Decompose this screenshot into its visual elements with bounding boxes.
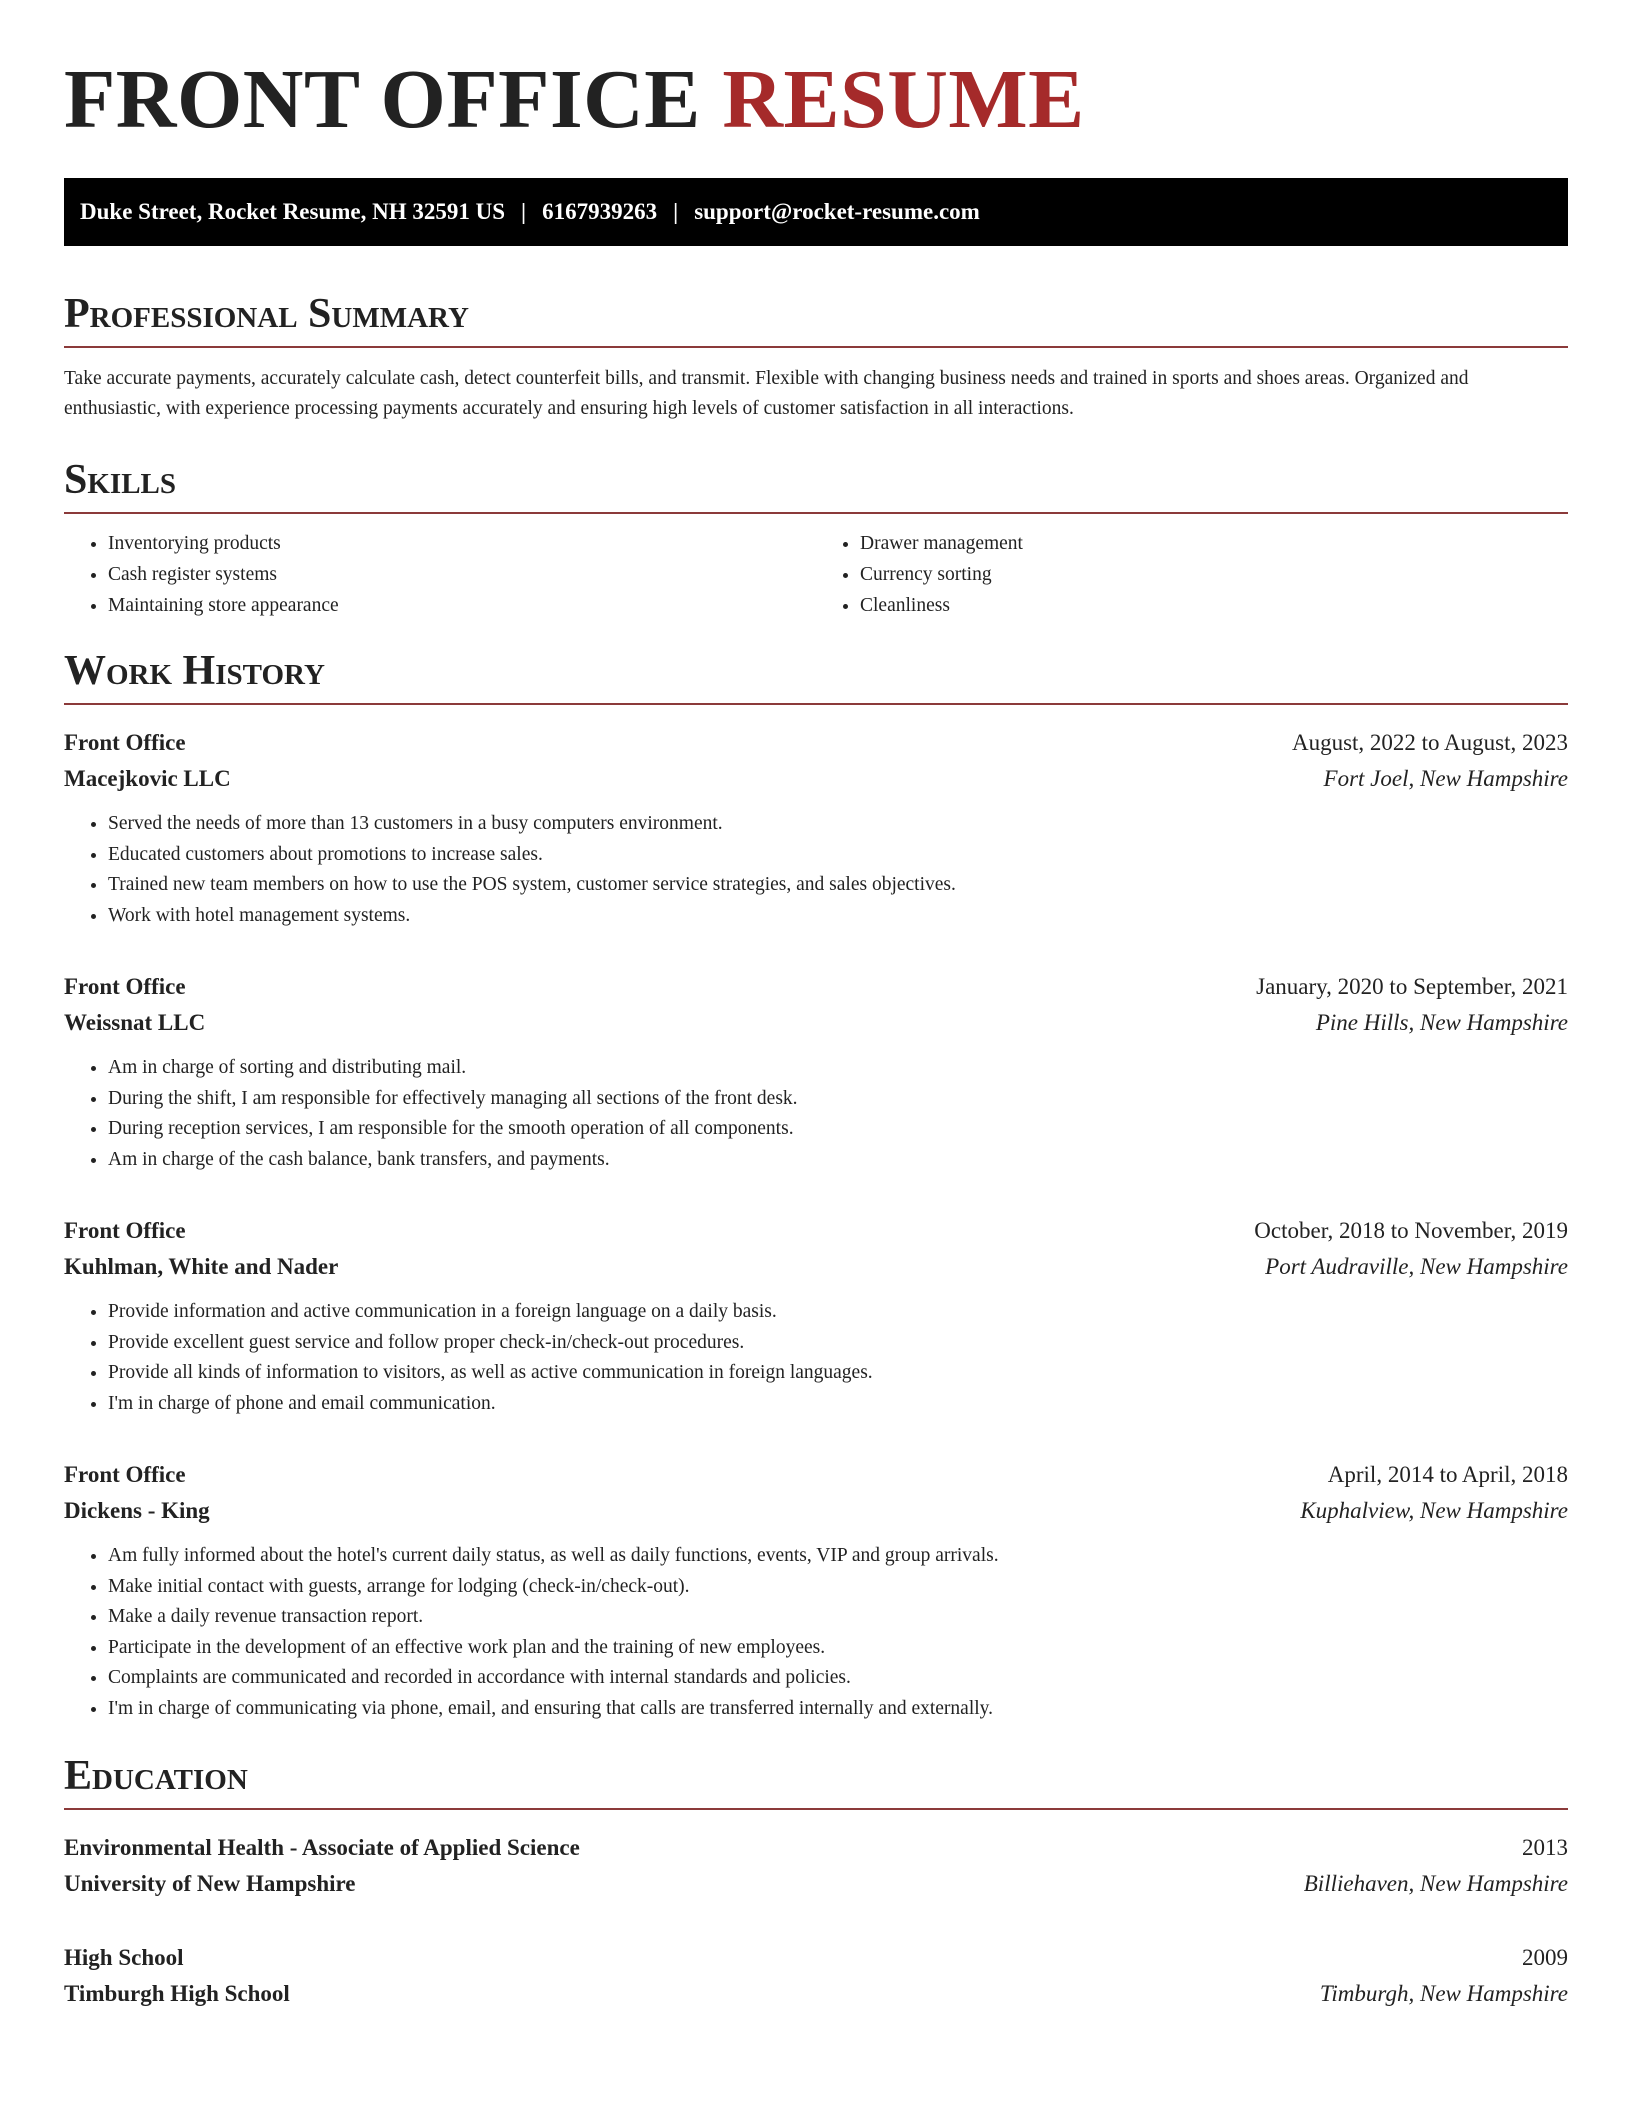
job-bullet: • Work with hotel management systems.	[108, 901, 1568, 932]
education-header-row	[64, 1830, 1568, 1866]
education-school-row	[64, 1866, 1568, 1902]
summary-section	[64, 292, 1568, 424]
job-location: Pine Hills, New Hampshire	[1315, 1010, 1568, 1036]
job-dates: January, 2020 to September, 2021	[1256, 974, 1568, 1000]
education-school: Timburgh High School	[64, 1981, 290, 2007]
title-main: FRONT OFFICE	[64, 53, 701, 146]
education-degree: Environmental Health - Associate of Applied Science	[64, 1835, 580, 1861]
job-company-row	[64, 1493, 1568, 1529]
job-header-row	[64, 1457, 1568, 1493]
education-entry	[64, 1940, 1568, 2012]
job-header-row	[64, 725, 1568, 761]
title-accent: RESUME	[722, 53, 1085, 146]
work-heading: Work History	[64, 649, 1568, 705]
skill-item: • Inventorying products	[108, 528, 816, 559]
job-location: Fort Joel, New Hampshire	[1323, 766, 1568, 792]
skill-item: • Currency sorting	[860, 559, 1568, 590]
job-bullet: • Am in charge of the cash balance, bank transfers, and payments.	[108, 1145, 1568, 1176]
job-entry	[64, 969, 1568, 1175]
work-section	[64, 649, 1568, 1724]
job-header-row	[64, 969, 1568, 1005]
job-company: Macejkovic LLC	[64, 766, 231, 792]
job-bullets	[64, 809, 1568, 931]
job-bullet: • Make a daily revenue transaction report.	[108, 1602, 1568, 1633]
skills-column-left	[64, 528, 816, 621]
education-section	[64, 1754, 1568, 2012]
job-bullet: • Provide information and active communication in a foreign language on a daily basis.	[108, 1297, 1568, 1328]
job-title: Front Office	[64, 730, 186, 756]
job-bullet: • Served the needs of more than 13 customers in a busy computers environment.	[108, 809, 1568, 840]
job-bullet: • Am in charge of sorting and distributing mail.	[108, 1053, 1568, 1084]
job-bullet: • During reception services, I am responsible for the smooth operation of all components.	[108, 1114, 1568, 1145]
job-bullet: • Educated customers about promotions to increase sales.	[108, 840, 1568, 871]
skills-section	[64, 458, 1568, 621]
education-location: Timburgh, New Hampshire	[1319, 1981, 1568, 2007]
job-bullet: • Trained new team members on how to use the POS system, customer service strategies, and sales objectives.	[108, 870, 1568, 901]
education-year: 2009	[1522, 1945, 1568, 1971]
education-entry	[64, 1830, 1568, 1902]
summary-heading: Professional Summary	[64, 292, 1568, 348]
job-entry	[64, 725, 1568, 931]
contact-separator: |	[673, 199, 679, 224]
job-bullet: • During the shift, I am responsible for effectively managing all sections of the front desk.	[108, 1084, 1568, 1115]
contact-address: Duke Street, Rocket Resume, NH 32591 US	[80, 199, 506, 224]
job-bullet: • Am fully informed about the hotel's current daily status, as well as daily functions, events, VIP and group arrivals.	[108, 1541, 1568, 1572]
education-header-row	[64, 1940, 1568, 1976]
job-entry	[64, 1457, 1568, 1724]
job-dates: October, 2018 to November, 2019	[1254, 1218, 1568, 1244]
skills-heading: Skills	[64, 458, 1568, 514]
skills-list	[64, 528, 1568, 621]
job-bullet: • Participate in the development of an effective work plan and the training of new employees.	[108, 1633, 1568, 1664]
job-bullet: • I'm in charge of communicating via phone, email, and ensuring that calls are transferred internally and externally.	[108, 1694, 1568, 1725]
contact-bar	[64, 178, 1568, 246]
job-header-row	[64, 1213, 1568, 1249]
skill-item: • Cleanliness	[860, 590, 1568, 621]
job-bullet: • Complaints are communicated and recorded in accordance with internal standards and policies.	[108, 1663, 1568, 1694]
education-school: University of New Hampshire	[64, 1871, 356, 1897]
job-bullet: • Provide all kinds of information to visitors, as well as active communication in foreign languages.	[108, 1358, 1568, 1389]
job-bullets	[64, 1053, 1568, 1175]
job-bullet: • I'm in charge of phone and email communication.	[108, 1389, 1568, 1420]
job-title: Front Office	[64, 1462, 186, 1488]
job-title: Front Office	[64, 974, 186, 1000]
skills-column-right	[816, 528, 1568, 621]
education-school-row	[64, 1976, 1568, 2012]
education-heading: Education	[64, 1754, 1568, 1810]
contact-phone: 6167939263	[542, 199, 658, 224]
job-company-row	[64, 761, 1568, 797]
skill-item: • Maintaining store appearance	[108, 590, 816, 621]
job-bullets	[64, 1541, 1568, 1724]
job-dates: April, 2014 to April, 2018	[1327, 1462, 1568, 1488]
job-title: Front Office	[64, 1218, 186, 1244]
job-company: Weissnat LLC	[64, 1010, 206, 1036]
job-company: Kuhlman, White and Nader	[64, 1254, 339, 1280]
job-company-row	[64, 1249, 1568, 1285]
job-dates: August, 2022 to August, 2023	[1291, 730, 1568, 756]
education-year: 2013	[1522, 1835, 1568, 1861]
job-entry	[64, 1213, 1568, 1419]
skill-item: • Drawer management	[860, 528, 1568, 559]
contact-separator: |	[521, 199, 527, 224]
contact-email: support@rocket-resume.com	[694, 199, 980, 224]
job-company-row	[64, 1005, 1568, 1041]
summary-text: Take accurate payments, accurately calculate cash, detect counterfeit bills, and transmit. Flexible with changing business needs and trained in sports and shoes areas. Organized and enthusiastic, with experience processing payments accurately and ensuring high levels of customer satisfaction in all interactions.	[64, 368, 1469, 420]
education-location: Billiehaven, New Hampshire	[1303, 1871, 1568, 1897]
job-bullet: • Make initial contact with guests, arrange for lodging (check-in/check-out).	[108, 1572, 1568, 1603]
job-location: Port Audraville, New Hampshire	[1265, 1254, 1568, 1280]
resume-title	[64, 53, 1568, 146]
skill-item: • Cash register systems	[108, 559, 816, 590]
education-degree: High School	[64, 1945, 184, 1971]
job-company: Dickens - King	[64, 1498, 210, 1524]
job-bullet: • Provide excellent guest service and follow proper check-in/check-out procedures.	[108, 1328, 1568, 1359]
job-location: Kuphalview, New Hampshire	[1300, 1498, 1568, 1524]
job-bullets	[64, 1297, 1568, 1419]
